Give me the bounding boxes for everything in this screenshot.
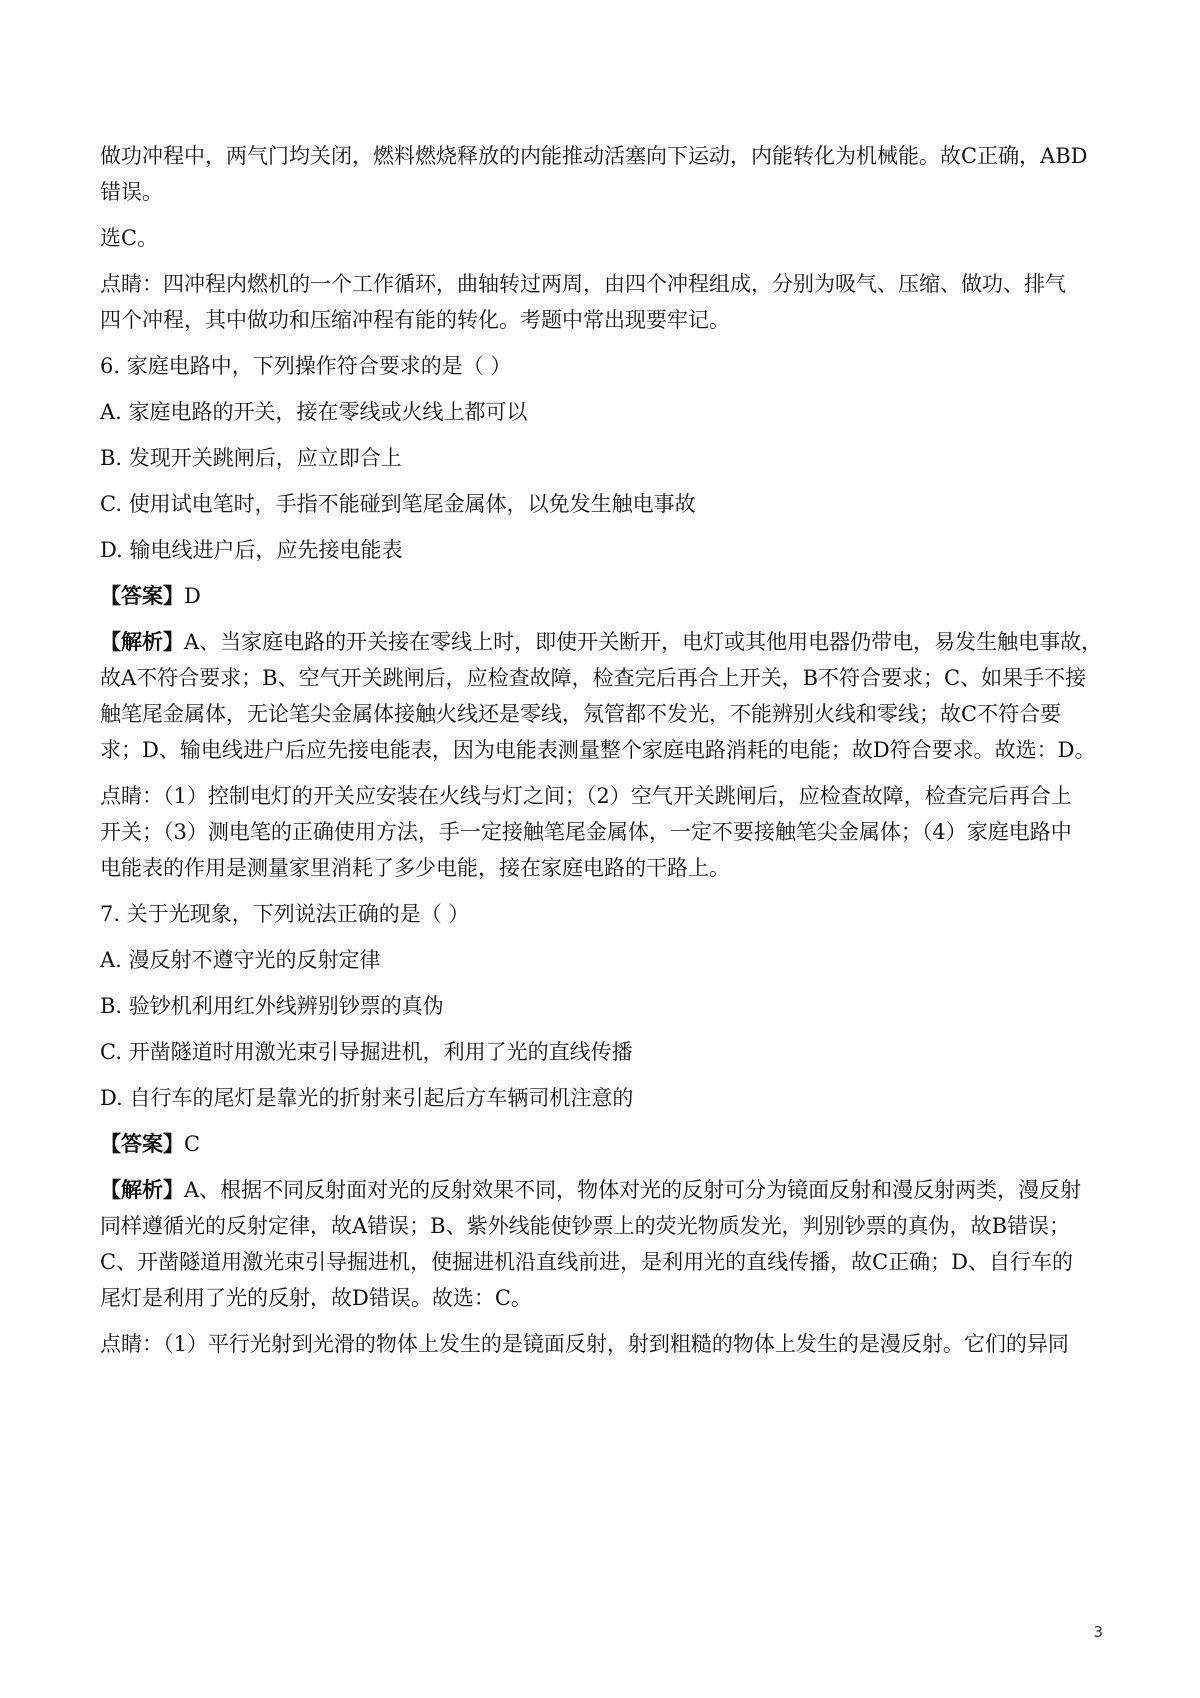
analysis-block [100, 1172, 1102, 1316]
text-block [100, 266, 1102, 338]
text-block [100, 138, 1102, 210]
text-line: 点睛：四冲程内燃机的一个工作循环，曲轴转过两周，由四个冲程组成，分别为吸气、压缩、做功、排气 [100, 272, 1066, 296]
text-line: 四个冲程，其中做功和压缩冲程有能的转化。考题中常出现要牢记。 [100, 308, 730, 332]
text-line: 开关；（3）测电笔的正确使用方法，手一定接触笔尾金属体，一定不要接触笔尖金属体；（4）家庭电路中 [100, 820, 1072, 844]
document-body [100, 138, 1102, 1362]
analysis-text: 同样遵循光的反射定律，故A错误；B、紫外线能使钞票上的荧光物质发光，判别钞票的真伪，故B错误； [100, 1214, 1071, 1238]
analysis-text: A、当家庭电路的开关接在零线上时，即使开关断开，电灯或其他用电器仍带电，易发生触电事故， [184, 630, 1102, 654]
analysis-text: 求；D、输电线进户后应先接电能表，因为电能表测量整个家庭电路消耗的电能；故D符合要求。故选：D。 [100, 738, 1096, 762]
option-block [100, 440, 1102, 476]
analysis-line [100, 1208, 1102, 1244]
option-block [100, 532, 1102, 568]
answer-block [100, 1126, 1102, 1162]
option-block [100, 1034, 1102, 1070]
answer-value: D [184, 584, 201, 608]
answer-label: 【答案】 [100, 1131, 184, 1156]
analysis-text: 触笔尾金属体，无论笔尖金属体接触火线还是零线，氖管都不发光，不能辨别火线和零线；故C不符合要 [100, 702, 1062, 726]
analysis-line [100, 660, 1102, 696]
analysis-line [100, 1244, 1102, 1280]
option-block [100, 394, 1102, 430]
text-block [100, 778, 1102, 886]
text-line: 点睛：（1）平行光射到光滑的物体上发生的是镜面反射，射到粗糙的物体上发生的是漫反射。它们的异同 [100, 1332, 1069, 1356]
analysis-line [100, 1280, 1102, 1316]
text-line: 错误。 [100, 180, 163, 204]
question-stem: 7. 关于光现象，下列说法正确的是（ ） [100, 902, 470, 926]
text-line: 做功冲程中，两气门均关闭，燃料燃烧释放的内能推动活塞向下运动，内能转化为机械能。故C正确，ABD [100, 144, 1088, 168]
answer-label: 【答案】 [100, 583, 184, 608]
answer-option: B. 验钞机利用红外线辨别钞票的真伪 [100, 994, 444, 1018]
analysis-line [100, 1172, 1102, 1208]
answer-line [100, 1126, 1102, 1162]
analysis-label: 【解析】 [100, 629, 184, 654]
answer-option: C. 开凿隧道时用激光束引导掘进机，利用了光的直线传播 [100, 1040, 633, 1064]
analysis-text: 尾灯是利用了光的反射，故D错误。故选：C。 [100, 1286, 532, 1310]
option-block [100, 942, 1102, 978]
answer-line [100, 578, 1102, 614]
answer-option: C. 使用试电笔时，手指不能碰到笔尾金属体，以免发生触电事故 [100, 492, 696, 516]
question-block [100, 348, 1102, 384]
option-block [100, 1080, 1102, 1116]
analysis-text: 故A不符合要求；B、空气开关跳闸后，应检查故障，检查完后再合上开关，B不符合要求；C、如果手不接 [100, 666, 1087, 690]
text-block [100, 220, 1102, 256]
analysis-line [100, 624, 1102, 660]
question-stem: 6. 家庭电路中，下列操作符合要求的是（ ） [100, 354, 512, 378]
analysis-line [100, 732, 1102, 768]
text-block [100, 1326, 1102, 1362]
answer-option: A. 漫反射不遵守光的反射定律 [100, 948, 381, 972]
analysis-text: C、开凿隧道用激光束引导掘进机，使掘进机沿直线前进，是利用光的直线传播，故C正确；D、自行车的 [100, 1250, 1073, 1274]
text-line: 电能表的作用是测量家里消耗了多少电能，接在家庭电路的干路上。 [100, 856, 730, 880]
text-line: 点睛：（1）控制电灯的开关应安装在火线与灯之间；（2）空气开关跳闸后，应检查故障，检查完后再合上 [100, 784, 1072, 808]
question-block [100, 896, 1102, 932]
option-block [100, 486, 1102, 522]
analysis-line [100, 696, 1102, 732]
answer-option: B. 发现开关跳闸后，应立即合上 [100, 446, 402, 470]
answer-option: D. 自行车的尾灯是靠光的折射来引起后方车辆司机注意的 [100, 1086, 634, 1110]
answer-value: C [184, 1132, 201, 1156]
analysis-text: A、根据不同反射面对光的反射效果不同，物体对光的反射可分为镜面反射和漫反射两类，漫反射 [184, 1178, 1082, 1202]
answer-block [100, 578, 1102, 614]
answer-option: D. 输电线进户后，应先接电能表 [100, 538, 403, 562]
analysis-label: 【解析】 [100, 1177, 184, 1202]
analysis-block [100, 624, 1102, 768]
answer-option: A. 家庭电路的开关，接在零线或火线上都可以 [100, 400, 528, 424]
page-number: 3 [1093, 1623, 1103, 1641]
text-line: 选C。 [100, 226, 159, 250]
option-block [100, 988, 1102, 1024]
